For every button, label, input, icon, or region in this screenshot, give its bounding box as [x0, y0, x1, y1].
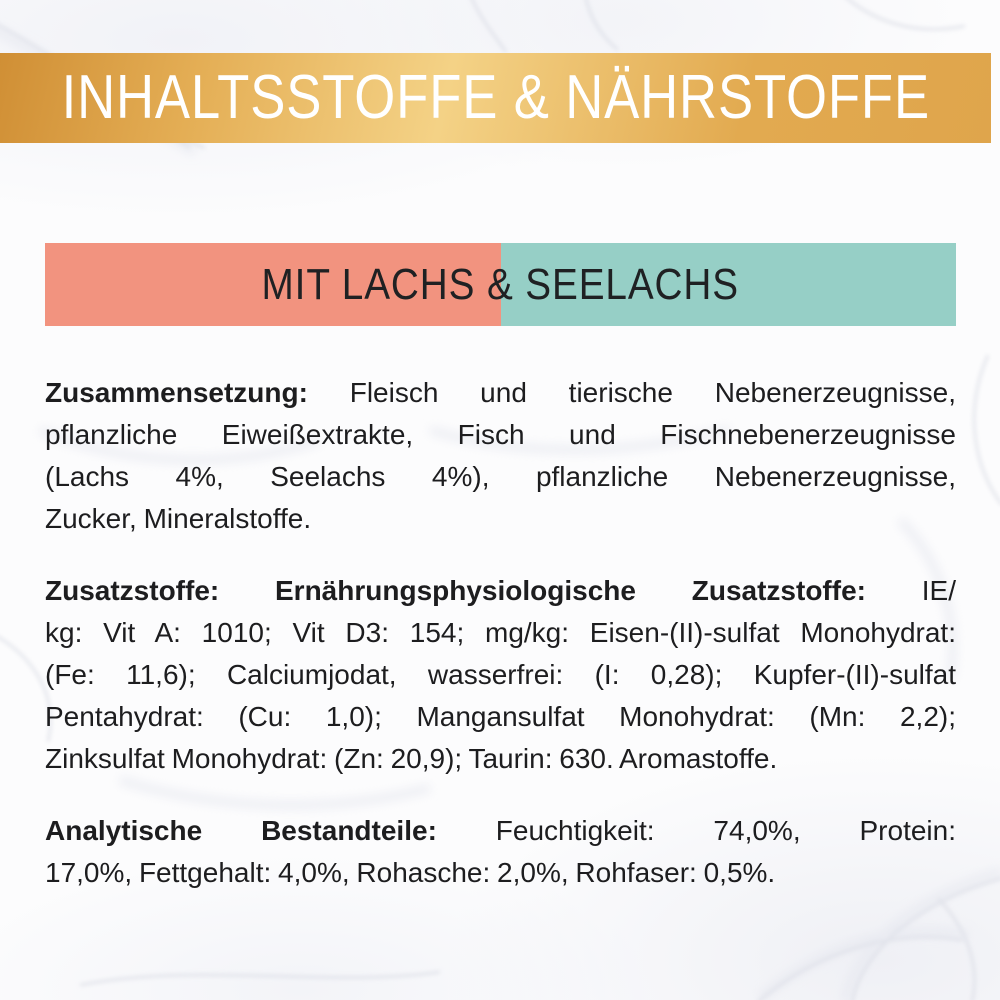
text-run: (Lachs 4%, Seelachs 4%), pflanzliche Nebenerzeugnisse,: [45, 461, 956, 492]
variant-banner: [45, 243, 956, 326]
text-line: [45, 372, 956, 414]
text-run: Feuchtigkeit: 74,0%, Protein:: [436, 815, 956, 846]
header-banner: [0, 53, 991, 143]
text-run: pflanzliche Eiweißextrakte, Fisch und Fischnebenerzeugnisse: [45, 419, 956, 450]
paragraph-additives: [45, 570, 956, 780]
nutrition-text: [45, 372, 956, 924]
text-line: [45, 810, 956, 852]
text-run: (Fe: 11,6); Calciumjodat, wasserfrei: (I: 0,28); Kupfer-(II)-sulfat: [45, 659, 956, 690]
text-line: [45, 498, 956, 540]
text-line: [45, 654, 956, 696]
text-line: [45, 612, 956, 654]
text-run: Zucker, Mineralstoffe.: [45, 503, 312, 534]
header-title: INHALTSSTOFFE & NÄHRSTOFFE: [61, 63, 930, 132]
paragraph-composition: [45, 372, 956, 540]
text-line: [45, 414, 956, 456]
text-run: Zinksulfat Monohydrat: (Zn: 20,9); Taurin: 630. Aromastoffe.: [45, 743, 778, 774]
text-run: 17,0%, Fettgehalt: 4,0%, Rohasche: 2,0%, Rohfaser: 0,5%.: [45, 857, 776, 888]
text-run: IE/: [865, 575, 957, 606]
text-line: [45, 456, 956, 498]
text-run: Pentahydrat: (Cu: 1,0); Mangansulfat Monohydrat: (Mn: 2,2);: [45, 701, 956, 732]
text-line: [45, 696, 956, 738]
paragraph-analytical-constituents: [45, 810, 956, 894]
text-line: [45, 738, 956, 780]
text-run: kg: Vit A: 1010; Vit D3: 154; mg/kg: Eisen-(II)-sulfat Monohydrat:: [45, 617, 956, 648]
bold-label: Zusammensetzung:: [45, 377, 308, 408]
text-line: [45, 852, 956, 894]
variant-label: MIT LACHS & SEELACHS: [261, 259, 740, 309]
bold-label: Zusatzstoffe: Ernährungsphysiologische Zusatzstoffe:: [45, 575, 866, 606]
text-run: Fleisch und tierische Nebenerzeugnisse,: [307, 377, 956, 408]
text-line: [45, 570, 956, 612]
bold-label: Analytische Bestandteile:: [45, 815, 437, 846]
